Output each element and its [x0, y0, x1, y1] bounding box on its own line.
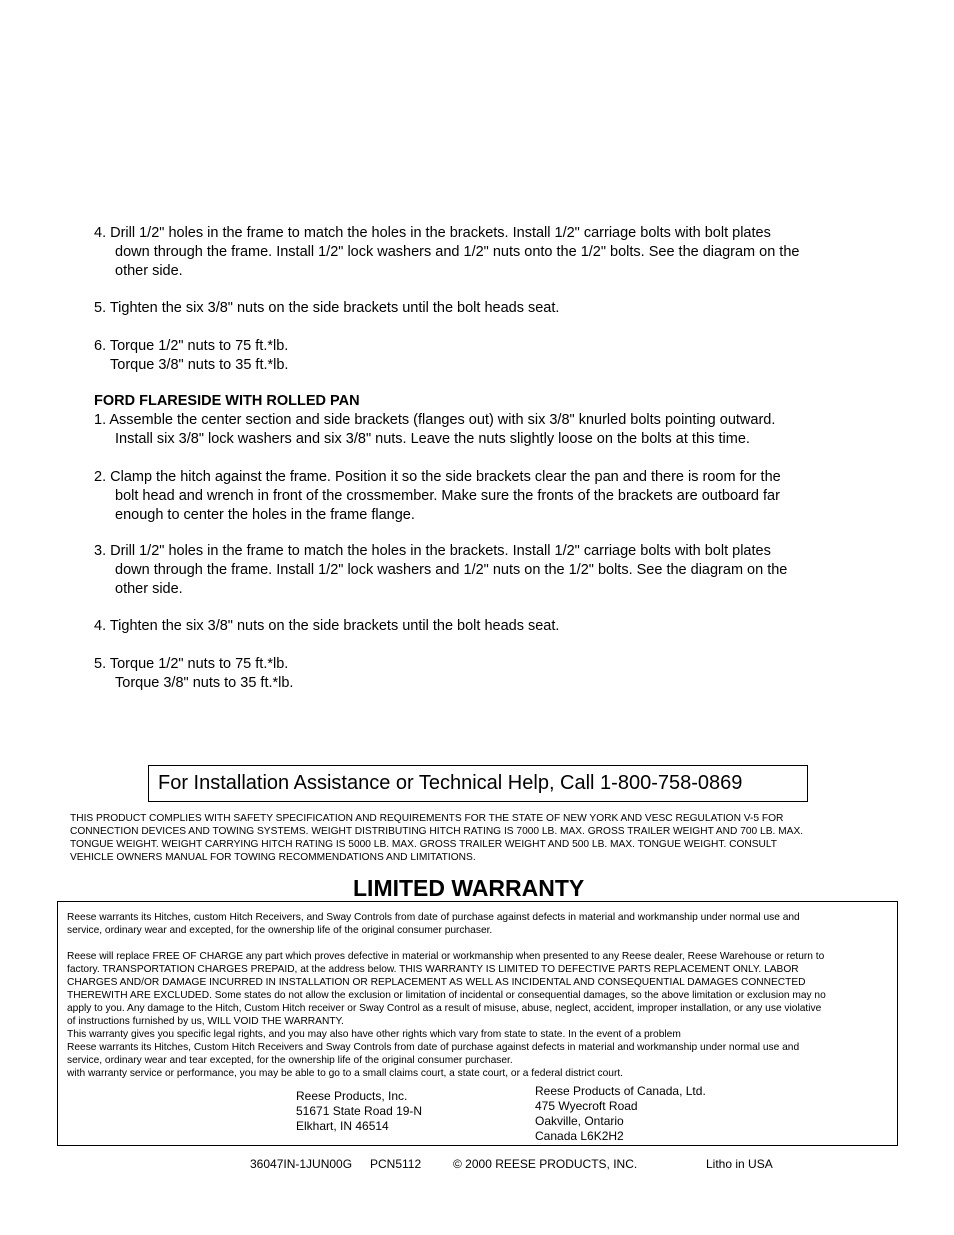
step-text: Install six 3/8" lock washers and six 3/8" nuts. Leave the nuts slightly loose on the bolts at this time.	[115, 431, 750, 447]
compliance-line: TONGUE WEIGHT. WEIGHT CARRYING HITCH RATING IS 5000 LB. MAX. GROSS TRAILER WEIGHT AND 500 LB. MAX. TONGUE WEIGHT. CONSULT	[70, 839, 778, 850]
help-line-box: For Installation Assistance or Technical Help, Call 1-800-758-0869	[148, 765, 808, 802]
address-line: 51671 State Road 19-N	[296, 1104, 423, 1118]
step-text: 6. Torque 1/2" nuts to 75 ft.*lb.	[94, 338, 289, 354]
step-text: 3. Drill 1/2" holes in the frame to match the holes in the brackets. Install 1/2" carriage bolts with bolt plates	[94, 543, 771, 559]
footer-part-number: 36047IN-1JUN00G	[250, 1157, 353, 1171]
warranty-line: THEREWITH ARE EXCLUDED. Some states do not allow the exclusion or limitation of incidental or consequential damages, so the above limitation or exclusion may no	[67, 990, 826, 1001]
warranty-paragraph-2	[67, 950, 889, 1080]
step-text: other side.	[115, 581, 183, 597]
section-heading: FORD FLARESIDE WITH ROLLED PAN	[94, 393, 360, 409]
address-us	[296, 1089, 422, 1134]
step-text: 4. Drill 1/2" holes in the frame to match the holes in the brackets. Install 1/2" carriage bolts with bolt plates	[94, 225, 771, 241]
step-text: enough to center the holes in the frame flange.	[115, 507, 415, 523]
compliance-line: CONNECTION DEVICES AND TOWING SYSTEMS. WEIGHT DISTRIBUTING HITCH RATING IS 7000 LB. MAX. GROSS TRAILER WEIGHT AND 700 LB. MAX.	[70, 826, 804, 837]
address-line: Reese Products of Canada, Ltd.	[535, 1084, 706, 1098]
step-text: 1. Assemble the center section and side brackets (flanges out) with six 3/8" knurled bolts pointing outward.	[94, 412, 776, 428]
address-line: Reese Products, Inc.	[296, 1089, 408, 1103]
warranty-line: Reese warrants its Hitches, custom Hitch Receivers, and Sway Controls from date of purchase against defects in material and workmanship under normal use and	[67, 912, 800, 923]
footer-pcn: PCN5112	[370, 1157, 422, 1171]
step-6-torque	[94, 337, 884, 375]
compliance-notice	[70, 812, 880, 864]
warranty-line: Reese will replace FREE OF CHARGE any part which proves defective in material or workmanship when presented to any Reese dealer, Reese Warehouse or return to	[67, 951, 825, 962]
warranty-line: CHARGES AND/OR DAMAGE INCURRED IN INSTALLATION OR REPLACEMENT AS WELL AS INCIDENTAL AND CONSEQUENTIAL DAMAGES CONNECTED	[67, 977, 806, 988]
ford-step-3	[94, 542, 884, 599]
warranty-line: factory. TRANSPORTATION CHARGES PREPAID, at the address below. THIS WARRANTY IS LIMITED TO DEFECTIVE PARTS REPLACEMENT ONLY. LABOR	[67, 964, 799, 975]
address-line: Canada L6K2H2	[535, 1129, 624, 1143]
compliance-line: VEHICLE OWNERS MANUAL FOR TOWING RECOMMENDATIONS AND LIMITATIONS.	[70, 852, 476, 863]
step-text: down through the frame. Install 1/2" lock washers and 1/2" nuts on the 1/2" bolts. See the diagram on the	[115, 562, 788, 578]
ford-step-1	[94, 411, 884, 449]
step-text: 2. Clamp the hitch against the frame. Position it so the side brackets clear the pan and there is room for the	[94, 469, 781, 485]
address-line: 475 Wyecroft Road	[535, 1099, 638, 1113]
address-line: Elkhart, IN 46514	[296, 1119, 389, 1133]
step-text: 5. Tighten the six 3/8" nuts on the side brackets until the bolt heads seat.	[94, 300, 560, 316]
step-text: 4. Tighten the six 3/8" nuts on the side brackets until the bolt heads seat.	[94, 618, 560, 634]
warranty-line: This warranty gives you specific legal rights, and you may also have other rights which vary from state to state. In the event of a problem	[67, 1029, 681, 1040]
address-canada	[535, 1084, 706, 1144]
warranty-line: apply to you. Any damage to the Hitch, Custom Hitch receiver or Sway Control as a result of misuse, abuse, neglect, accident, improper installation, or any use violative	[67, 1003, 822, 1014]
ford-step-2	[94, 468, 884, 525]
compliance-line: THIS PRODUCT COMPLIES WITH SAFETY SPECIFICATION AND REQUIREMENTS FOR THE STATE OF NEW YORK AND VESC REGULATION V-5 FOR	[70, 813, 784, 824]
warranty-line: service, ordinary wear and excepted, for the ownership life of the original consumer purchaser.	[67, 925, 493, 936]
address-line: Oakville, Ontario	[535, 1114, 624, 1128]
footer-litho: Litho in USA	[706, 1157, 773, 1171]
ford-step-5	[94, 655, 884, 693]
ford-step-4	[94, 617, 884, 636]
step-5-tighten	[94, 299, 884, 318]
warranty-paragraph-1	[67, 911, 889, 937]
footer-copyright: © 2000 REESE PRODUCTS, INC.	[453, 1157, 638, 1171]
step-text: 5. Torque 1/2" nuts to 75 ft.*lb.	[94, 656, 289, 672]
step-text: Torque 3/8" nuts to 35 ft.*lb.	[110, 357, 289, 373]
step-text: down through the frame. Install 1/2" lock washers and 1/2" nuts onto the 1/2" bolts. See the diagram on the	[115, 244, 800, 260]
warranty-line: of instructions furnished by us, WILL VOID THE WARRANTY.	[67, 1016, 344, 1027]
step-4-drill	[94, 224, 884, 281]
warranty-line: Reese warrants its Hitches, Custom Hitch Receivers and Sway Controls from date of purchase against defects in material and workmanship under normal use and	[67, 1042, 800, 1053]
warranty-title: LIMITED WARRANTY	[353, 875, 585, 901]
step-text: Torque 3/8" nuts to 35 ft.*lb.	[115, 675, 294, 691]
step-text: bolt head and wrench in front of the crossmember. Make sure the fronts of the brackets are outboard far	[115, 488, 780, 504]
warranty-line: service, ordinary wear and tear excepted, for the ownership life of the original consumer purchaser.	[67, 1055, 513, 1066]
warranty-line: with warranty service or performance, you may be able to go to a small claims court, a state court, or a federal district court.	[67, 1068, 624, 1079]
step-text: other side.	[115, 263, 183, 279]
